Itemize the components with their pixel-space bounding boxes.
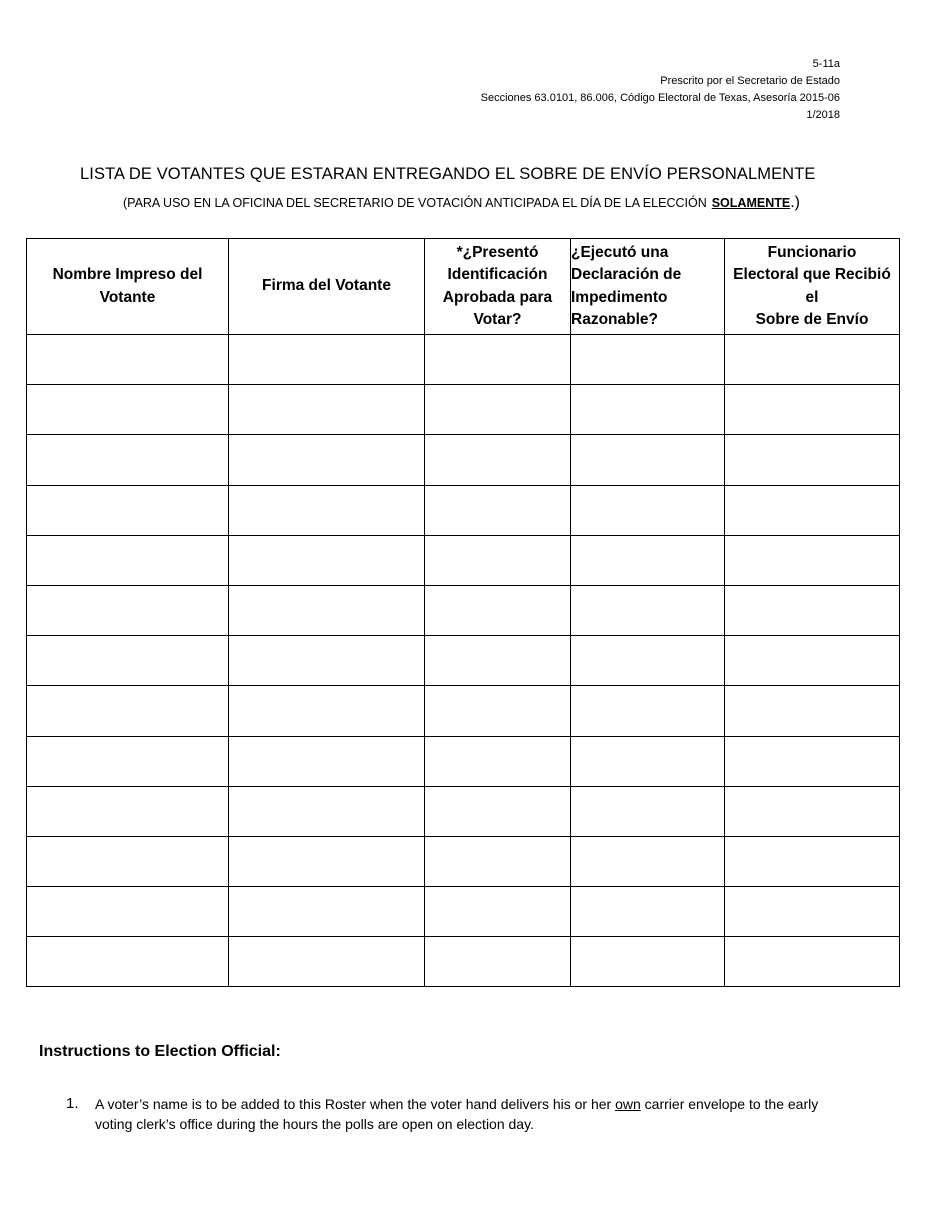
column-header-id-presented	[425, 239, 571, 335]
table-row	[27, 585, 900, 635]
table-cell-blank[interactable]	[27, 786, 229, 836]
table-cell-blank[interactable]	[571, 786, 725, 836]
header-line: Nombre Impreso del	[52, 266, 203, 283]
table-cell-blank[interactable]	[571, 887, 725, 937]
header-line: Declaración de	[571, 266, 682, 283]
header-line: Firma del Votante	[262, 277, 391, 295]
voter-roster-table	[26, 238, 900, 987]
table-cell-blank[interactable]	[725, 585, 900, 635]
document-title: LISTA DE VOTANTES QUE ESTARAN ENTREGANDO EL SOBRE DE ENVÍO PERSONALMENTE	[80, 165, 816, 183]
table-cell-blank[interactable]	[725, 435, 900, 485]
subtitle-end: .)	[790, 194, 800, 211]
table-cell-blank[interactable]	[27, 485, 229, 535]
roster-body	[27, 335, 900, 987]
table-cell-blank[interactable]	[27, 736, 229, 786]
table-cell-blank[interactable]	[571, 585, 725, 635]
table-cell-blank[interactable]	[571, 636, 725, 686]
code-sections: Secciones 63.0101, 86.006, Código Electoral de Texas, Asesoría 2015-06	[480, 92, 840, 104]
instruction-text-underlined: own	[615, 1096, 641, 1112]
table-row	[27, 686, 900, 736]
table-cell-blank[interactable]	[425, 535, 571, 585]
header-line: Impedimento	[571, 288, 668, 306]
column-header-printed-name	[27, 239, 229, 335]
subtitle-text: (PARA USO EN LA OFICINA DEL SECRETARIO DE VOTACIÓN ANTICIPADA EL DÍA DE LA ELECCIÓN	[123, 196, 707, 210]
form-number: 5-11a	[812, 58, 840, 70]
table-cell-blank[interactable]	[27, 836, 229, 886]
column-header-receiving-official	[725, 239, 900, 335]
table-cell-blank[interactable]	[725, 535, 900, 585]
table-cell-blank[interactable]	[229, 335, 425, 385]
table-cell-blank[interactable]	[425, 585, 571, 635]
subtitle-emphasis: SOLAMENTE	[711, 196, 791, 210]
table-cell-blank[interactable]	[571, 937, 725, 987]
header-line: Aprobada para	[442, 288, 553, 306]
table-row	[27, 385, 900, 435]
table-cell-blank[interactable]	[725, 636, 900, 686]
table-cell-blank[interactable]	[571, 485, 725, 535]
instruction-text	[95, 1094, 856, 1134]
table-cell-blank[interactable]	[571, 385, 725, 435]
header-line: ¿Ejecutó una	[571, 243, 669, 261]
form-header	[481, 56, 840, 124]
header-line: *¿Presentó	[456, 243, 539, 261]
table-cell-blank[interactable]	[27, 335, 229, 385]
table-cell-blank[interactable]	[725, 937, 900, 987]
instruction-number: 1.	[66, 1095, 79, 1112]
table-row	[27, 937, 900, 987]
table-cell-blank[interactable]	[725, 335, 900, 385]
table-cell-blank[interactable]	[229, 535, 425, 585]
column-header-impediment-declaration	[571, 239, 725, 335]
table-cell-blank[interactable]	[725, 686, 900, 736]
instruction-item	[66, 1094, 856, 1134]
table-cell-blank[interactable]	[229, 887, 425, 937]
header-line: el	[805, 288, 819, 306]
header-line: Sobre de Envío	[755, 311, 869, 328]
table-cell-blank[interactable]	[725, 736, 900, 786]
table-row	[27, 535, 900, 585]
header-line: Votante	[99, 288, 156, 306]
table-row	[27, 786, 900, 836]
table-cell-blank[interactable]	[27, 585, 229, 635]
table-cell-blank[interactable]	[425, 887, 571, 937]
table-row	[27, 736, 900, 786]
table-row	[27, 636, 900, 686]
instruction-text-after: carrier envelope to the early voting clerk’s office during the hours the polls are open on election day.	[95, 1096, 819, 1132]
header-line: Votar?	[473, 311, 522, 328]
table-cell-blank[interactable]	[229, 736, 425, 786]
table-cell-blank[interactable]	[425, 836, 571, 886]
document-subtitle	[123, 194, 800, 212]
table-cell-blank[interactable]	[27, 937, 229, 987]
table-cell-blank[interactable]	[27, 887, 229, 937]
instructions-heading: Instructions to Election Official:	[39, 1043, 281, 1060]
table-cell-blank[interactable]	[27, 435, 229, 485]
table-cell-blank[interactable]	[571, 736, 725, 786]
table-cell-blank[interactable]	[725, 786, 900, 836]
table-cell-blank[interactable]	[425, 485, 571, 535]
table-cell-blank[interactable]	[229, 385, 425, 435]
table-row	[27, 435, 900, 485]
table-cell-blank[interactable]	[425, 385, 571, 435]
table-cell-blank[interactable]	[725, 485, 900, 535]
table-cell-blank[interactable]	[571, 335, 725, 385]
table-row	[27, 836, 900, 886]
column-header-signature	[229, 239, 425, 335]
table-cell-blank[interactable]	[571, 836, 725, 886]
table-row	[27, 335, 900, 385]
table-cell-blank[interactable]	[725, 385, 900, 435]
table-cell-blank[interactable]	[229, 786, 425, 836]
table-row	[27, 887, 900, 937]
table-cell-blank[interactable]	[27, 636, 229, 686]
header-line: Razonable?	[571, 311, 658, 328]
instruction-text-before: A voter’s name is to be added to this Roster when the voter hand delivers his or her	[95, 1096, 616, 1112]
table-cell-blank[interactable]	[229, 836, 425, 886]
table-cell-blank[interactable]	[571, 535, 725, 585]
header-line: Funcionario	[767, 243, 857, 261]
form-date: 1/2018	[806, 109, 840, 121]
table-cell-blank[interactable]	[571, 686, 725, 736]
table-cell-blank[interactable]	[425, 435, 571, 485]
table-cell-blank[interactable]	[27, 686, 229, 736]
table-cell-blank[interactable]	[229, 435, 425, 485]
table-cell-blank[interactable]	[425, 937, 571, 987]
table-cell-blank[interactable]	[425, 636, 571, 686]
table-cell-blank[interactable]	[27, 385, 229, 435]
table-header-row	[27, 239, 900, 335]
table-cell-blank[interactable]	[425, 736, 571, 786]
table-cell-blank[interactable]	[229, 585, 425, 635]
table-cell-blank[interactable]	[571, 435, 725, 485]
table-cell-blank[interactable]	[725, 887, 900, 937]
table-cell-blank[interactable]	[725, 836, 900, 886]
table-row	[27, 485, 900, 535]
instructions-list	[66, 1094, 856, 1134]
table-cell-blank[interactable]	[27, 535, 229, 585]
table-cell-blank[interactable]	[425, 335, 571, 385]
table-cell-blank[interactable]	[425, 686, 571, 736]
table-cell-blank[interactable]	[229, 686, 425, 736]
table-cell-blank[interactable]	[229, 937, 425, 987]
header-line: Identificación	[447, 266, 548, 283]
table-cell-blank[interactable]	[229, 485, 425, 535]
table-cell-blank[interactable]	[229, 636, 425, 686]
header-line: Electoral que Recibió	[733, 266, 891, 283]
prescribed-by: Prescrito por el Secretario de Estado	[660, 75, 840, 87]
table-cell-blank[interactable]	[425, 786, 571, 836]
